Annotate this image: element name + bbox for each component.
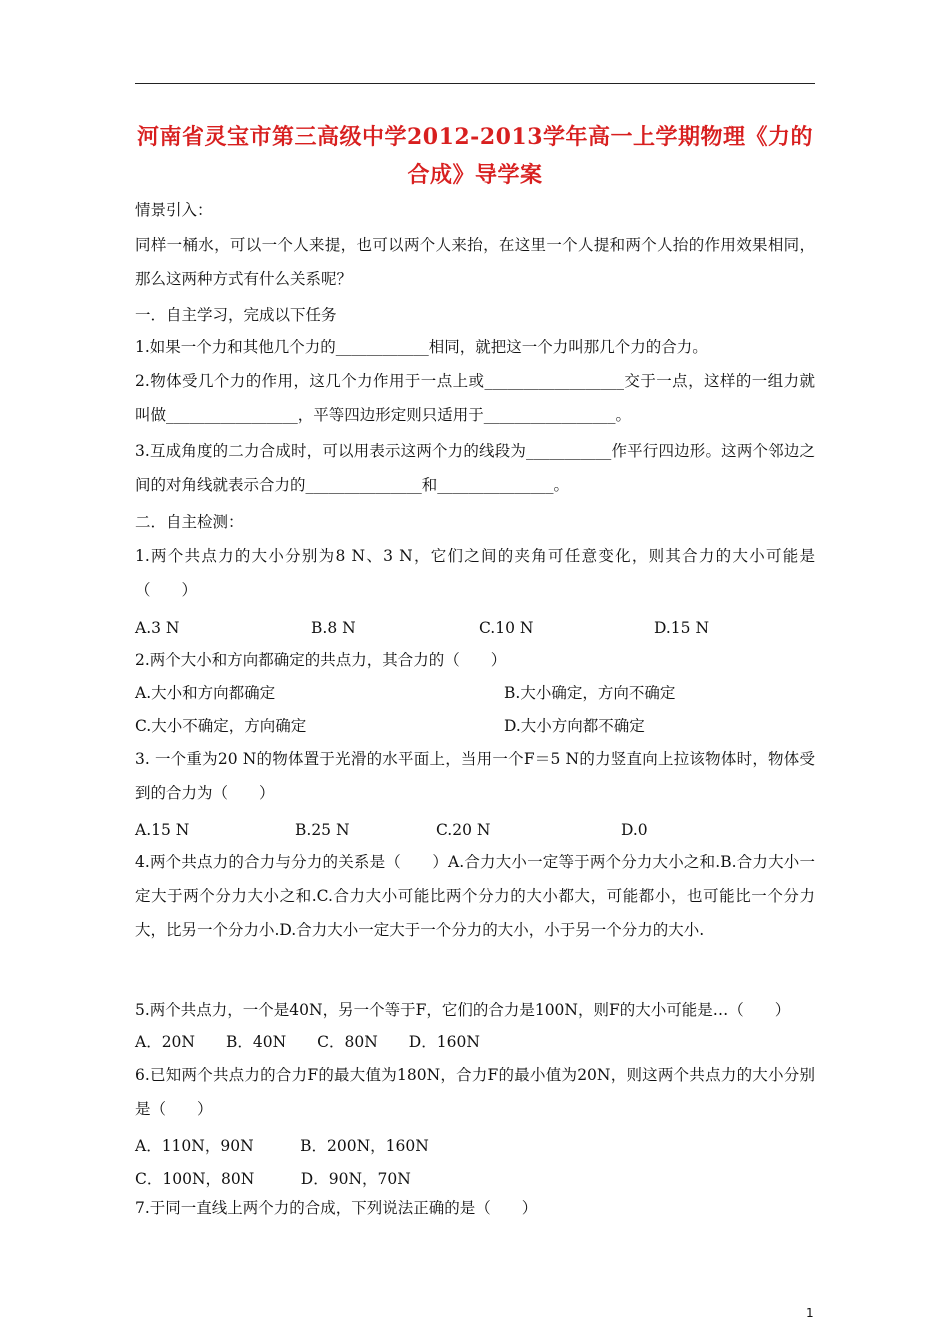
q1-option-a: A.3 N [135,619,180,637]
q6-options-row1: A．110N，90N B．200N，160N [135,1137,429,1155]
q3-option-c: C.20 N [436,821,491,839]
section1-q2: 2.物体受几个力的作用，这几个力作用于一点上或__________________交于一点，这样的一组力就叫做_________________，平等四边形定则只适用于_________________。 [135,372,815,424]
q2-option-d: D.大小方向都不确定 [504,717,645,735]
section2-q7: 7.于同一直线上两个力的合成，下列说法正确的是（ ） [135,1199,538,1217]
q3-option-a: A.15 N [135,821,190,839]
q6-options-row2: C．100N，80N D．90N，70N [135,1170,411,1188]
q2-option-c: C.大小不确定，方向确定 [135,717,307,735]
section2-heading: 二．自主检测： [135,513,244,531]
section2-q6: 6.已知两个共点力的合力F的最大值为180N，合力F的最小值为20N，则这两个共点力的大小分别是（ ） [135,1066,815,1118]
section2-q5: 5.两个共点力，一个是40N，另一个等于F，它们的合力是100N，则F的大小可能是…（ ） [135,1001,791,1019]
section2-q2: 2.两个大小和方向都确定的共点力，其合力的（ ） [135,651,507,669]
q2-option-b: B.大小确定，方向不确定 [504,684,676,702]
header-rule [135,83,815,84]
q1-option-b: B.8 N [311,619,356,637]
section1-q1: 1.如果一个力和其他几个力的____________相同，就把这一个力叫那几个力的合力。 [135,338,708,356]
section2-q4: 4.两个共点力的合力与分力的关系是（ ）A.合力大小一定等于两个分力大小之和.B.合力大小一定大于两个分力大小之和.C.合力大小可能比两个分力的大小都大，可能都小，也可能比一个分力大，比另一个分力小.D.合力大小一定大于一个分力的大小，小于另一个分力的大小. [135,853,815,939]
q3-option-b: B.25 N [295,821,350,839]
document-title: 河南省灵宝市第三高级中学2012-2013学年高一上学期物理《力的合成》导学案 [136,124,814,188]
section1-q3: 3.互成角度的二力合成时，可以用表示这两个力的线段为___________作平行四边形。这两个邻边之间的对角线就表示合力的_______________和_______________。 [135,442,815,494]
intro-heading: 情景引入： [135,201,213,219]
section2-q3: 3. 一个重为20 N的物体置于光滑的水平面上，当用一个F＝5 N的力竖直向上拉该物体时，物体受到的合力为（ ） [135,750,815,802]
page-number: 1 [806,1306,814,1320]
q3-option-d: D.0 [621,821,648,839]
intro-text: 同样一桶水，可以一个人来提，也可以两个人来抬，在这里一个人提和两个人抬的作用效果相同，那么这两种方式有什么关系呢？ [135,236,815,288]
q1-option-c: C.10 N [479,619,534,637]
q5-options: A．20N B．40N C．80N D．160N [135,1033,480,1051]
q2-option-a: A.大小和方向都确定 [135,684,276,702]
section1-heading: 一．自主学习，完成以下任务 [135,306,337,324]
section2-q1: 1.两个共点力的大小分别为8 N、3 N，它们之间的夹角可任意变化，则其合力的大小可能是（ ） [135,547,815,599]
q1-option-d: D.15 N [654,619,710,637]
